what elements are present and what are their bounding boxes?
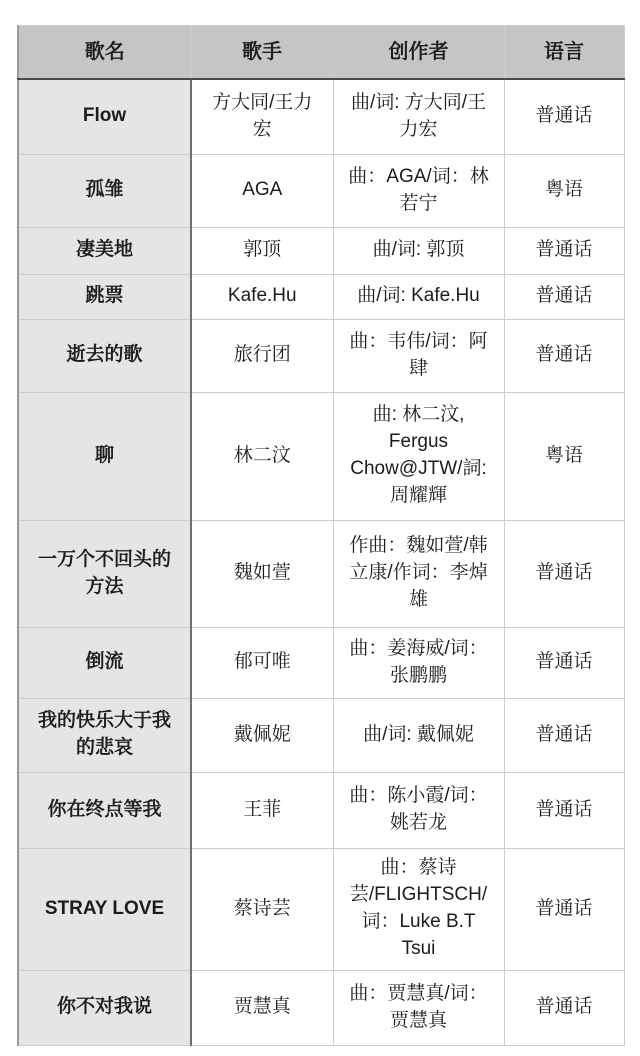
- song-name-cell: 聊: [18, 392, 191, 520]
- creator-cell: 作曲：魏如萱/韩立康/作词：李焯雄: [333, 520, 504, 627]
- singer-cell: 戴佩妮: [191, 698, 333, 772]
- col-header-song-name: 歌名: [18, 26, 191, 80]
- singer-cell: 方大同/王力宏: [191, 79, 333, 154]
- creator-cell: 曲: 林二汶, Fergus Chow@JTW/詞: 周耀輝: [333, 392, 504, 520]
- table-row: [18, 154, 624, 227]
- creator-cell: 曲：陈小霞/词：姚若龙: [333, 772, 504, 848]
- table-body: [18, 79, 624, 1045]
- song-name-cell: 你不对我说: [18, 970, 191, 1045]
- creator-cell: 曲/词: Kafe.Hu: [333, 274, 504, 319]
- singer-cell: 贾慧真: [191, 970, 333, 1045]
- singer-cell: 蔡诗芸: [191, 848, 333, 970]
- song-name-cell: 凄美地: [18, 227, 191, 274]
- creator-cell: 曲/词: 戴佩妮: [333, 698, 504, 772]
- singer-cell: AGA: [191, 154, 333, 227]
- song-name-cell: 倒流: [18, 627, 191, 698]
- table-row: [18, 274, 624, 319]
- singer-cell: 郭顶: [191, 227, 333, 274]
- col-header-language: 语言: [504, 26, 624, 80]
- creator-cell: 曲：AGA/词：林若宁: [333, 154, 504, 227]
- header-row: [18, 26, 624, 80]
- creator-cell: 曲：韦伟/词：阿肆: [333, 319, 504, 392]
- table-row: [18, 772, 624, 848]
- table-row: [18, 627, 624, 698]
- table-row: [18, 698, 624, 772]
- language-cell: 普通话: [504, 274, 624, 319]
- language-cell: 普通话: [504, 698, 624, 772]
- table-row: [18, 227, 624, 274]
- language-cell: 粤语: [504, 392, 624, 520]
- song-name-cell: 逝去的歌: [18, 319, 191, 392]
- song-name-cell: 孤雏: [18, 154, 191, 227]
- singer-cell: Kafe.Hu: [191, 274, 333, 319]
- creator-cell: 曲/词: 方大同/王力宏: [333, 79, 504, 154]
- language-cell: 普通话: [504, 627, 624, 698]
- language-cell: 普通话: [504, 772, 624, 848]
- singer-cell: 王菲: [191, 772, 333, 848]
- language-cell: 普通话: [504, 79, 624, 154]
- creator-cell: 曲：贾慧真/词：贾慧真: [333, 970, 504, 1045]
- language-cell: 普通话: [504, 227, 624, 274]
- language-cell: 普通话: [504, 319, 624, 392]
- creator-cell: 曲：蔡诗芸/FLIGHTSCH/词：Luke B.T Tsui: [333, 848, 504, 970]
- singer-cell: 魏如萱: [191, 520, 333, 627]
- table-row: [18, 392, 624, 520]
- song-name-cell: STRAY LOVE: [18, 848, 191, 970]
- language-cell: 粤语: [504, 154, 624, 227]
- singer-cell: 林二汶: [191, 392, 333, 520]
- table-row: [18, 970, 624, 1045]
- table-row: [18, 79, 624, 154]
- song-name-cell: 一万个不回头的方法: [18, 520, 191, 627]
- language-cell: 普通话: [504, 970, 624, 1045]
- creator-cell: 曲：姜海威/词：张鹏鹏: [333, 627, 504, 698]
- table-row: [18, 319, 624, 392]
- col-header-singer: 歌手: [191, 26, 333, 80]
- singer-cell: 旅行团: [191, 319, 333, 392]
- language-cell: 普通话: [504, 520, 624, 627]
- song-name-cell: 你在终点等我: [18, 772, 191, 848]
- singer-cell: 郁可唯: [191, 627, 333, 698]
- col-header-creator: 创作者: [333, 26, 504, 80]
- creator-cell: 曲/词: 郭顶: [333, 227, 504, 274]
- table-row: [18, 520, 624, 627]
- song-name-cell: Flow: [18, 79, 191, 154]
- table-row: [18, 848, 624, 970]
- songs-table: [17, 25, 625, 1046]
- song-name-cell: 我的快乐大于我的悲哀: [18, 698, 191, 772]
- language-cell: 普通话: [504, 848, 624, 970]
- song-name-cell: 跳票: [18, 274, 191, 319]
